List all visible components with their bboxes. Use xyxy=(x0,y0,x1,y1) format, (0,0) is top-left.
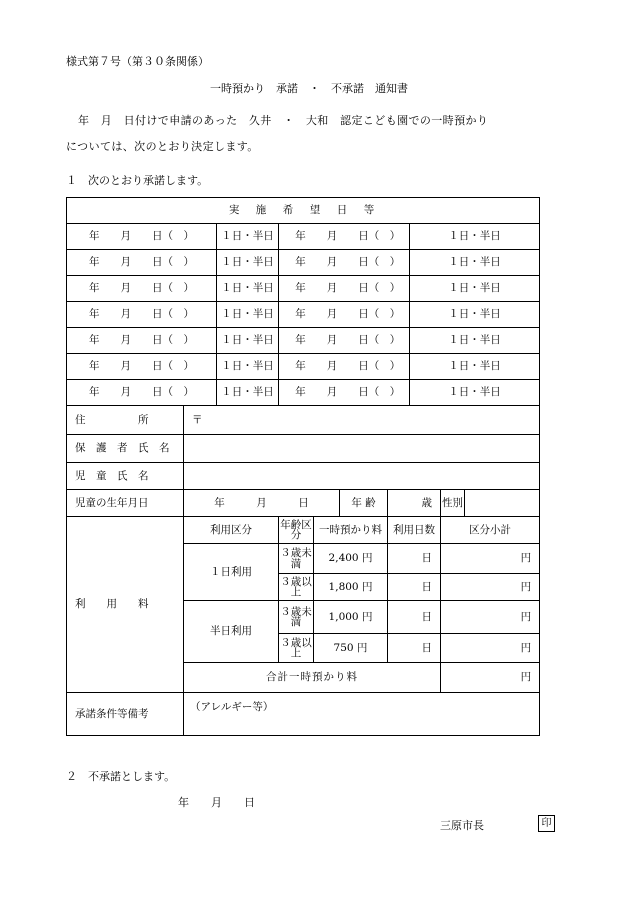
full-day-category: １日利用 xyxy=(184,544,279,601)
conditions-note: （アレルギー等） xyxy=(190,701,274,713)
fee-header-days: 利用日数 xyxy=(388,517,441,544)
document-title: 一時預かり 承諾 ・ 不承諾 通知書 xyxy=(210,82,408,95)
fee-price-cell: 2,400 円 xyxy=(314,544,388,574)
fee-price-cell: 1,800 円 xyxy=(314,574,388,601)
birth-date-value[interactable]: 年 月 日 xyxy=(184,490,340,517)
date-cell: 年 月 日（ ） xyxy=(287,354,410,380)
fee-header-age: 年齢区分 xyxy=(279,517,314,544)
option-cell: １日・半日 xyxy=(217,276,279,302)
fee-subtotal-cell[interactable]: 円 xyxy=(441,601,540,634)
date-cell: 年 月 日（ ） xyxy=(287,276,410,302)
fee-label: 利 用 料 xyxy=(67,517,184,693)
fee-price-cell: 750 円 xyxy=(314,634,388,663)
date-cell: 年 月 日（ ） xyxy=(67,302,217,328)
date-cell: 年 月 日（ ） xyxy=(67,224,217,250)
total-fee-value[interactable]: 円 xyxy=(441,663,540,693)
date-cell: 年 月 日（ ） xyxy=(287,224,410,250)
application-table xyxy=(66,197,540,736)
fee-days-cell[interactable]: 日 xyxy=(388,601,441,634)
section-approved: １ 次のとおり承諾します。 xyxy=(66,174,209,187)
date-cell: 年 月 日（ ） xyxy=(67,250,217,276)
schedule-row xyxy=(67,328,540,354)
date-cell: 年 月 日（ ） xyxy=(67,354,217,380)
gender-label: 性別 xyxy=(441,490,465,517)
fee-subtotal-cell[interactable]: 円 xyxy=(441,574,540,601)
date-cell: 年 月 日（ ） xyxy=(67,276,217,302)
fee-age-cell: ３歳以上 xyxy=(279,574,314,601)
age-label: 年 齢 xyxy=(340,490,388,517)
schedule-row xyxy=(67,250,540,276)
option-cell: １日・半日 xyxy=(217,328,279,354)
gender-field[interactable] xyxy=(465,490,540,517)
conditions-field[interactable] xyxy=(184,693,540,736)
date-cell: 年 月 日（ ） xyxy=(287,328,410,354)
guardian-name-label: 保 護 者 氏 名 xyxy=(67,435,184,463)
decision-date: 年 月 日 xyxy=(178,796,255,809)
fee-age-cell: ３歳未満 xyxy=(279,544,314,574)
date-cell: 年 月 日（ ） xyxy=(287,250,410,276)
date-cell: 年 月 日（ ） xyxy=(287,302,410,328)
option-cell: １日・半日 xyxy=(217,302,279,328)
total-fee-label: 合計一時預かり料 xyxy=(184,663,441,693)
option-cell: １日・半日 xyxy=(410,354,540,380)
schedule-row xyxy=(67,302,540,328)
seal-mark: 印 xyxy=(538,815,555,832)
address-label: 住 所 xyxy=(67,406,184,435)
option-cell: １日・半日 xyxy=(410,250,540,276)
fee-days-cell[interactable]: 日 xyxy=(388,544,441,574)
form-number: 様式第７号（第３０条関係） xyxy=(66,55,209,68)
fee-header-category: 利用区分 xyxy=(184,517,279,544)
option-cell: １日・半日 xyxy=(217,224,279,250)
schedule-row xyxy=(67,224,540,250)
guardian-name-field[interactable] xyxy=(184,435,540,463)
fee-header-price: 一時預かり料 xyxy=(314,517,388,544)
fee-price-cell: 1,000 円 xyxy=(314,601,388,634)
conditions-label: 承諾条件等備考 xyxy=(67,693,184,736)
fee-age-cell: ３歳以上 xyxy=(279,634,314,663)
option-cell: １日・半日 xyxy=(410,276,540,302)
fee-subtotal-cell[interactable]: 円 xyxy=(441,544,540,574)
intro-line-2: については、次のとおり決定します。 xyxy=(66,140,259,153)
fee-subtotal-cell[interactable]: 円 xyxy=(441,634,540,663)
option-cell: １日・半日 xyxy=(410,302,540,328)
schedule-row xyxy=(67,380,540,406)
issuer-name: 三原市長 xyxy=(440,819,484,832)
birth-date-label: 児童の生年月日 xyxy=(67,490,184,517)
date-cell: 年 月 日（ ） xyxy=(287,380,410,406)
schedule-row xyxy=(67,276,540,302)
age-unit[interactable]: 歳 xyxy=(388,490,441,517)
half-day-category: 半日利用 xyxy=(184,601,279,663)
option-cell: １日・半日 xyxy=(217,354,279,380)
date-cell: 年 月 日（ ） xyxy=(67,380,217,406)
option-cell: １日・半日 xyxy=(217,250,279,276)
child-name-label: 児 童 氏 名 xyxy=(67,463,184,490)
section-rejected: ２ 不承諾とします。 xyxy=(66,770,176,783)
option-cell: １日・半日 xyxy=(410,328,540,354)
date-cell: 年 月 日（ ） xyxy=(67,328,217,354)
fee-age-cell: ３歳未満 xyxy=(279,601,314,634)
schedule-header: 実 施 希 望 日 等 xyxy=(67,198,540,224)
fee-header-subtotal: 区分小計 xyxy=(441,517,540,544)
fee-days-cell[interactable]: 日 xyxy=(388,574,441,601)
postal-mark: 〒 xyxy=(192,413,203,426)
schedule-row xyxy=(67,354,540,380)
address-field[interactable] xyxy=(184,406,540,435)
option-cell: １日・半日 xyxy=(410,224,540,250)
option-cell: １日・半日 xyxy=(217,380,279,406)
fee-days-cell[interactable]: 日 xyxy=(388,634,441,663)
intro-line-1: 年 月 日付けで申請のあった 久井 ・ 大和 認定こども園での一時預かり xyxy=(78,114,489,127)
option-cell: １日・半日 xyxy=(410,380,540,406)
child-name-field[interactable] xyxy=(184,463,540,490)
